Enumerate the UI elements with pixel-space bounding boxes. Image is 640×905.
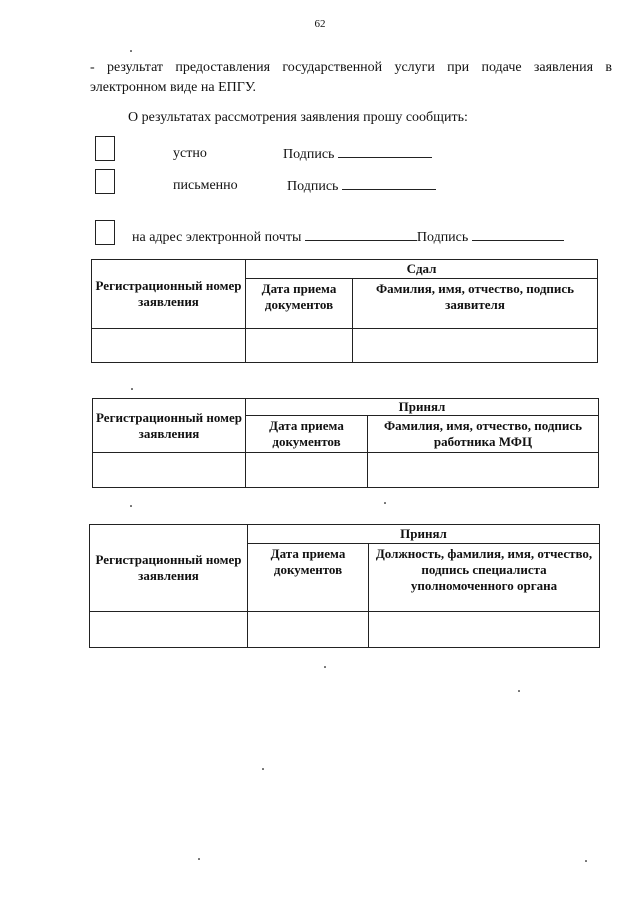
scan-speck: [384, 502, 386, 504]
mfc-employee-cell[interactable]: [368, 453, 599, 488]
reg-number-cell[interactable]: [93, 453, 246, 488]
oral-label: устно: [173, 146, 207, 161]
oral-checkbox[interactable]: [95, 136, 115, 161]
mfc-employee-header: Фамилия, имя, отчество, подпись работника МФЦ: [368, 416, 599, 453]
authority-specialist-cell[interactable]: [369, 612, 600, 648]
date-header: Дата приема документов: [246, 279, 353, 329]
applicant-header: Фамилия, имя, отчество, подпись заявителя: [353, 279, 598, 329]
date-header: Дата приема документов: [246, 416, 368, 453]
reg-number-header: Регистрационный номер заявления: [93, 399, 246, 453]
notify-prompt: О результатах рассмотрения заявления прошу сообщить:: [128, 110, 468, 125]
oral-signature: [283, 144, 432, 165]
written-label: письменно: [173, 178, 238, 193]
scan-speck: [131, 388, 133, 390]
email-signature-label: Подпись: [416, 230, 469, 245]
page-number: 62: [314, 18, 326, 30]
scan-speck: [262, 768, 264, 770]
email-address-line[interactable]: [305, 227, 417, 241]
email-option: [132, 227, 564, 248]
scan-speck: [130, 505, 132, 507]
authority-acceptance-table: [89, 524, 600, 648]
date-cell[interactable]: [246, 453, 368, 488]
scan-speck: [585, 860, 587, 862]
reg-number-header: Регистрационный номер заявления: [92, 260, 246, 329]
authority-specialist-header: Должность, фамилия, имя, отчество, подпись специалиста уполномоченного органа: [369, 544, 600, 612]
result-line: - результат предоставления государственной услуги при подаче заявления в электронном виде на ЕПГУ.: [90, 60, 612, 95]
mfc-acceptance-table: [92, 398, 599, 488]
scan-speck: [518, 690, 520, 692]
date-header: Дата приема документов: [248, 544, 369, 612]
oral-signature-label: Подпись: [283, 147, 335, 162]
scan-speck: [198, 858, 200, 860]
scan-speck: [130, 50, 132, 52]
oral-signature-line[interactable]: [338, 144, 432, 158]
accepted-header: Принял: [248, 525, 600, 544]
written-signature-line[interactable]: [342, 176, 436, 190]
submission-table: [91, 259, 598, 363]
reg-number-cell[interactable]: [92, 329, 246, 363]
date-cell[interactable]: [248, 612, 369, 648]
reg-number-cell[interactable]: [90, 612, 248, 648]
date-cell[interactable]: [246, 329, 353, 363]
reg-number-header: Регистрационный номер заявления: [90, 525, 248, 612]
submitted-header: Сдал: [246, 260, 598, 279]
email-checkbox[interactable]: [95, 220, 115, 245]
email-signature-line[interactable]: [472, 227, 564, 241]
written-signature: [287, 176, 436, 197]
email-label: на адрес электронной почты: [132, 230, 302, 245]
written-signature-label: Подпись: [287, 179, 339, 194]
accepted-header: Принял: [246, 399, 599, 416]
applicant-cell[interactable]: [353, 329, 598, 363]
written-checkbox[interactable]: [95, 169, 115, 194]
scan-speck: [324, 666, 326, 668]
